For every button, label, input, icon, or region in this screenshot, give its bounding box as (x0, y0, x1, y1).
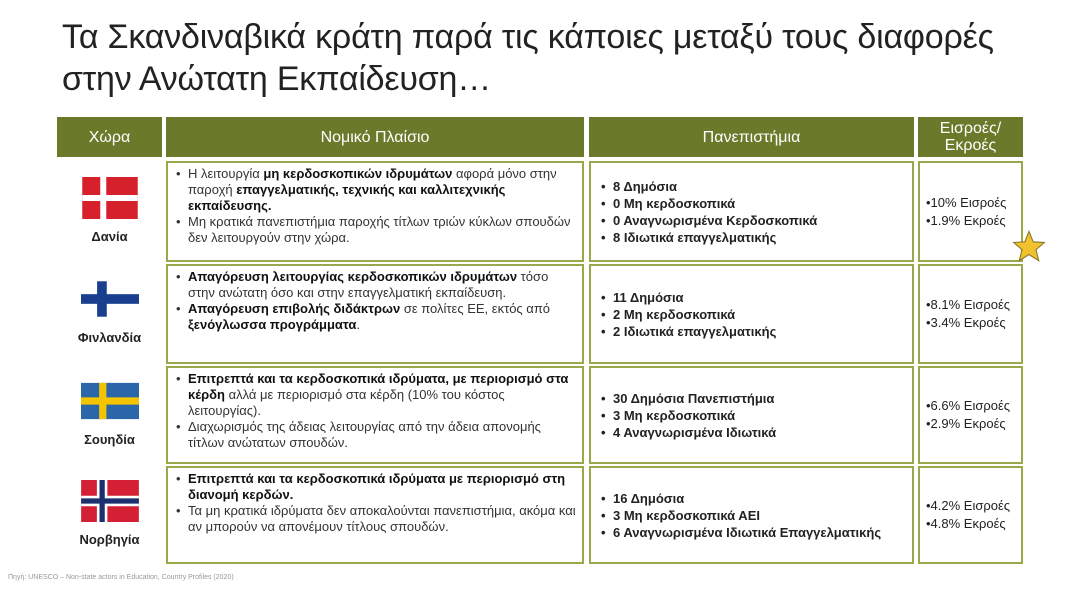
country-name: Δανία (91, 229, 128, 244)
country-cell-sweden (57, 366, 162, 464)
header-country: Χώρα (57, 117, 162, 157)
flows-cell-finland (918, 264, 1023, 364)
universities-cell-sweden (589, 366, 914, 464)
slide-title (62, 16, 1062, 100)
outflow-value: •2.9% Εκροές (926, 416, 1006, 431)
inflow-value: •6.6% Εισροές (926, 398, 1011, 413)
legal-bullet: • Επιτρεπτά και τα κερδοσκοπικά ιδρύματα με περιορισμό στη διανομή κερδών. (176, 471, 566, 502)
list-item: • 2 Μη κερδοσκοπικά (601, 306, 736, 322)
country-name: Φινλανδία (77, 330, 142, 345)
list-item: • 2 Ιδιωτικά επαγγελματικής (601, 323, 777, 339)
list-item: • 8 Ιδιωτικά επαγγελματικής (601, 229, 777, 245)
legal-cell-norway (166, 466, 584, 564)
list-item: • 0 Αναγνωρισμένα Κερδοσκοπικά (601, 212, 818, 228)
universities-cell-norway (589, 466, 914, 564)
inflow-value: •10% Εισροές (926, 194, 1007, 210)
list-item: • 30 Δημόσια Πανεπιστήμια (601, 390, 775, 406)
legal-bullet: • Επιτρεπτά και τα κερδοσκοπικά ιδρύματα, με περιορισμό στα κέρδη αλλά με περιορισμό στα κέρδη (10% του κόστος λειτουργίας). (176, 371, 569, 418)
star-icon (1012, 230, 1046, 262)
header-flows-line2: Εκροές (944, 137, 997, 154)
flows-cell-norway (918, 466, 1023, 564)
sweden-flag-icon (81, 380, 139, 422)
title-line-1: Τα Σκανδιναβικά κράτη παρά τις κάποιες μεταξύ τους διαφορές (62, 18, 994, 56)
country-cell-finland (57, 264, 162, 364)
norway-flag-icon (81, 480, 139, 522)
outflow-value: •4.8% Εκροές (926, 516, 1006, 531)
list-item: • 8 Δημόσια (601, 178, 678, 194)
list-item: • 3 Μη κερδοσκοπικά ΑΕΙ (601, 507, 760, 523)
flows-cell-denmark (918, 161, 1023, 262)
source-footnote: Πηγή: UNESCO – Non-state actors in Education, Country Profiles (2020) (8, 574, 234, 581)
header-universities: Πανεπιστήμια (589, 117, 914, 157)
country-name: Νορβηγία (79, 532, 140, 547)
list-item: • 6 Αναγνωρισμένα Ιδιωτικά Επαγγελματικής (601, 524, 882, 540)
header-flows (918, 117, 1023, 157)
inflow-value: •8.1% Εισροές (926, 297, 1011, 312)
list-item: • 16 Δημόσια (601, 490, 685, 506)
flows-cell-sweden (918, 366, 1023, 464)
legal-cell-finland (166, 264, 584, 364)
outflow-value: •3.4% Εκροές (926, 315, 1006, 330)
legal-bullet: • Μη κρατικά πανεπιστήμια παροχής τίτλων τριών κύκλων σπουδών δεν λειτουργούν στην χώρα. (176, 214, 571, 245)
legal-bullet: • Απαγόρευση επιβολής διδάκτρων σε πολίτες ΕΕ, εκτός από ξενόγλωσσα προγράμματα. (176, 301, 551, 332)
legal-cell-denmark (166, 161, 584, 262)
header-flows-line1: Εισροές/ (939, 120, 1002, 137)
header-legal: Νομικό Πλαίσιο (166, 117, 584, 157)
list-item: • 3 Μη κερδοσκοπικά (601, 407, 736, 423)
country-cell-norway (57, 466, 162, 564)
legal-bullet: • Διαχωρισμός της άδειας λειτουργίας από την άδεια απονομής τίτλων ανώτατων σπουδών. (176, 419, 541, 450)
legal-cell-sweden (166, 366, 584, 464)
country-cell-denmark (57, 161, 162, 262)
universities-cell-finland (589, 264, 914, 364)
legal-bullet: • Απαγόρευση λειτουργίας κερδοσκοπικών ιδρυμάτων τόσο στην ανώτατη όσο και στην επαγγελματική εκπαίδευση. (176, 269, 549, 300)
list-item: • 0 Μη κερδοσκοπικά (601, 195, 736, 211)
title-line-2: στην Ανώτατη Εκπαίδευση… (62, 60, 492, 98)
list-item: • 4 Αναγνωρισμένα Ιδιωτικά (601, 424, 777, 440)
list-item: • 11 Δημόσια (601, 289, 684, 305)
denmark-flag-icon (81, 177, 139, 219)
finland-flag-icon (81, 278, 139, 320)
inflow-value: •4.2% Εισροές (926, 498, 1011, 513)
outflow-value: •1.9% Εκροές (926, 212, 1006, 228)
legal-bullet: • Η λειτουργία μη κερδοσκοπικών ιδρυμάτων αφορά μόνο στην παροχή επαγγελματικής, τεχνικής και καλλιτεχνικής εκπαίδευσης. (176, 166, 557, 213)
universities-cell-denmark (589, 161, 914, 262)
country-name: Σουηδία (84, 432, 135, 447)
legal-bullet: • Τα μη κρατικά ιδρύματα δεν αποκαλούνται πανεπιστήμια, ακόμα και αν μπορούν να απονέμουν τίτλους σπουδών. (176, 503, 576, 534)
